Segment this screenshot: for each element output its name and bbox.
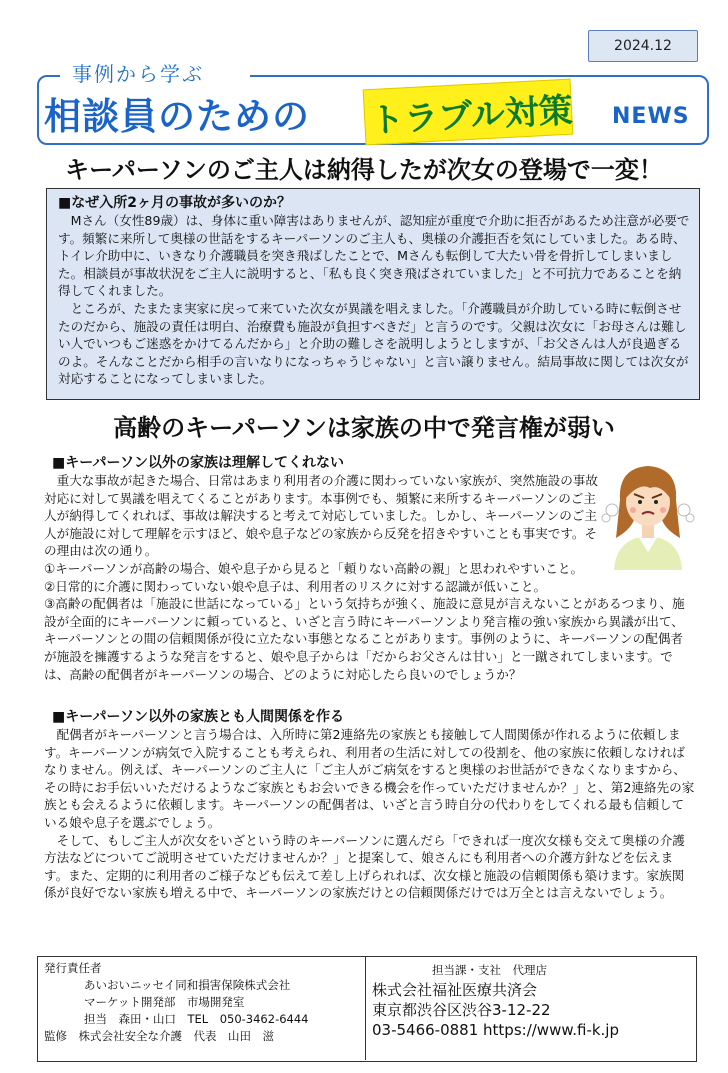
section1-item-1: ①キーパーソンが高齢の場合、娘や息子から見ると「頼りない高齢の親」と思われやすいこと。 (44, 561, 584, 576)
section1-item-3: ③高齢の配偶者は「施設に世話になっている」という気持ちが強く、施設に意見が言えないことがあるつまり、施設が全面的にキーパーソンに頼っていると、いざと言う時にキーパーソンより発言権の強い家族から異議が出て、キーパーソンとの間の信頼関係が役に立たない事態となることがあります。事例のように、キーパーソンの配偶者が施設を擁護するような発言をすると、娘や息子からは「だからお父さんは甘い」と一蹴されてしまいます。では、高齢の配偶者がキーパーソンの場合、どのように対応したら良いのでしょうか？ (44, 596, 685, 682)
section1-title: ■キーパーソン以外の家族は理解してくれない (52, 455, 344, 471)
header-highlight: トラブル対策 (369, 90, 574, 142)
footer-agency-address: 東京都渋谷区渋谷3-12-22 (372, 1001, 551, 1019)
date-badge (588, 30, 698, 62)
section1-body (44, 472, 600, 560)
header-subtitle: 事例から学ぶ (66, 58, 210, 87)
footer-divider (365, 956, 366, 1060)
footer-agency-label: 担当課・支社 代理店 (432, 963, 547, 977)
section1-paragraph: 重大な事故が起きた場合、日常はあまり利用者の介護に関わっていない家族が、突然施設の事故対応に対して異議を唱えてくることがあります。本事例でも、頻繁に来所するキーパーソンのご主人が納得してくれれば、事故は解決すると考えて対応していました。しかし、キーパーソンのご主人が施設に対して理解を示すほど、娘や息子などの家族から反発を招きやすいことも事実です。その理由は次の通り。 (44, 473, 598, 559)
woman-illustration-icon (600, 460, 696, 570)
footer-company: あいおいニッセイ同和損害保険株式会社 (84, 978, 291, 992)
footer-department: マーケット開発部 市場開発室 (84, 995, 245, 1009)
headline-1: キーパーソンのご主人は納得したが次女の登場で一変！ (65, 156, 663, 184)
headline-2: 高齢のキーパーソンは家族の中で発言権が弱い (113, 414, 615, 442)
section2-body (44, 726, 696, 902)
footer-agency-name: 株式会社福祉医療共済会 (372, 981, 538, 999)
case-title: ■なぜ入所2ヶ月の事故が多いのか？ (58, 195, 291, 211)
footer-supervisor: 監修 株式会社安全な介護 代表 山田 滋 (44, 1029, 274, 1043)
section2-paragraph-2: そして、もしご主人が次女をいざという時のキーパーソンに選んだら「できれば一度次女様も交えて奥様の介護方法などについてご説明させていただけませんか？」と提案して、娘さんにも利用者への介護方針などを伝えます。また、定期的に利用者のご様子なども伝えて差し上げられれば、次女様と施設の信頼関係も築けます。家族関係が良好でない家族も増える中で、キーパーソンの家族だけとの信頼関係だけでは万全とは言えないでしょう。 (44, 832, 685, 901)
case-body (58, 212, 690, 388)
header-title: 相談員のための (44, 95, 310, 138)
section1-list (44, 560, 694, 683)
footer-contact: 担当 森田・山口 TEL 050-3462-6444 (84, 1012, 309, 1026)
case-paragraph-2: ところが、たまたま実家に戻って来ていた次女が異議を唱えました。「介護職員が介助している時に転倒させたのだから、施設の責任は明白、治療費も施設が負担すべきだ」と言うのです。父親は次女に「お母さんは難しい人でいつもご迷惑をかけてるんだから」と介助の難しさを説明しようとしますが、「お父さんは人が良過ぎるのよ。そんなことだから相手の言いなりになっちゃうじゃない」と言い譲りません。結局事故に関しては次女が対応することになってしまいました。 (58, 300, 689, 387)
section2-title: ■キーパーソン以外の家族とも人間関係を作る (52, 709, 344, 725)
footer-publisher-label: 発行責任者 (44, 961, 102, 975)
section1-item-2: ②日常的に介護に関わっていない娘や息子は、利用者のリスクに対する認識が低いこと。 (44, 578, 547, 594)
section2-paragraph-1: 配偶者がキーパーソンと言う場合は、入所時に第2連絡先の家族とも接触して人間関係が作れるように依頼します。キーパーソンが病気で入院することも考えられ、利用者の生活に対しての役割を、他の家族に依頼しなければなりません。例えば、キーパーソンのご主人に「ご主人がご病気をすると奥様のお世話ができなくなりますから、その時にお手伝いいただけるようなご家族ともお会いできる機会を作っていただけませんか？」と、第2連絡先の家族とも会えるように依頼します。キーパーソンの配偶者は、いざと言う時自分の代わりをしてくれる最も信頼している娘や息子を選ぶでしょう。 (44, 727, 695, 830)
case-paragraph-1: Mさん（女性89歳）は、身体に重い障害はありませんが、認知症が重度で介助に拒否があるため注意が必要です。頻繁に来所して奥様の世話をするキーパーソンのご主人も、奥様の介護拒否を気にしていました。ある時、トイレ介助中に、いきなり介護職員を突き飛ばしたことで、Mさんも転倒して大たい骨を骨折してしまいました。相談員が事故状況をご主人に説明すると、「私も良く突き飛ばされていました」と不可抗力であることを納得してくれました。 (58, 213, 690, 299)
date-text: 2024.12 (614, 38, 672, 54)
footer-agency-phone-url: 03-5466-0881 https://www.fi-k.jp (372, 1021, 619, 1039)
news-label: NEWS (612, 104, 690, 129)
